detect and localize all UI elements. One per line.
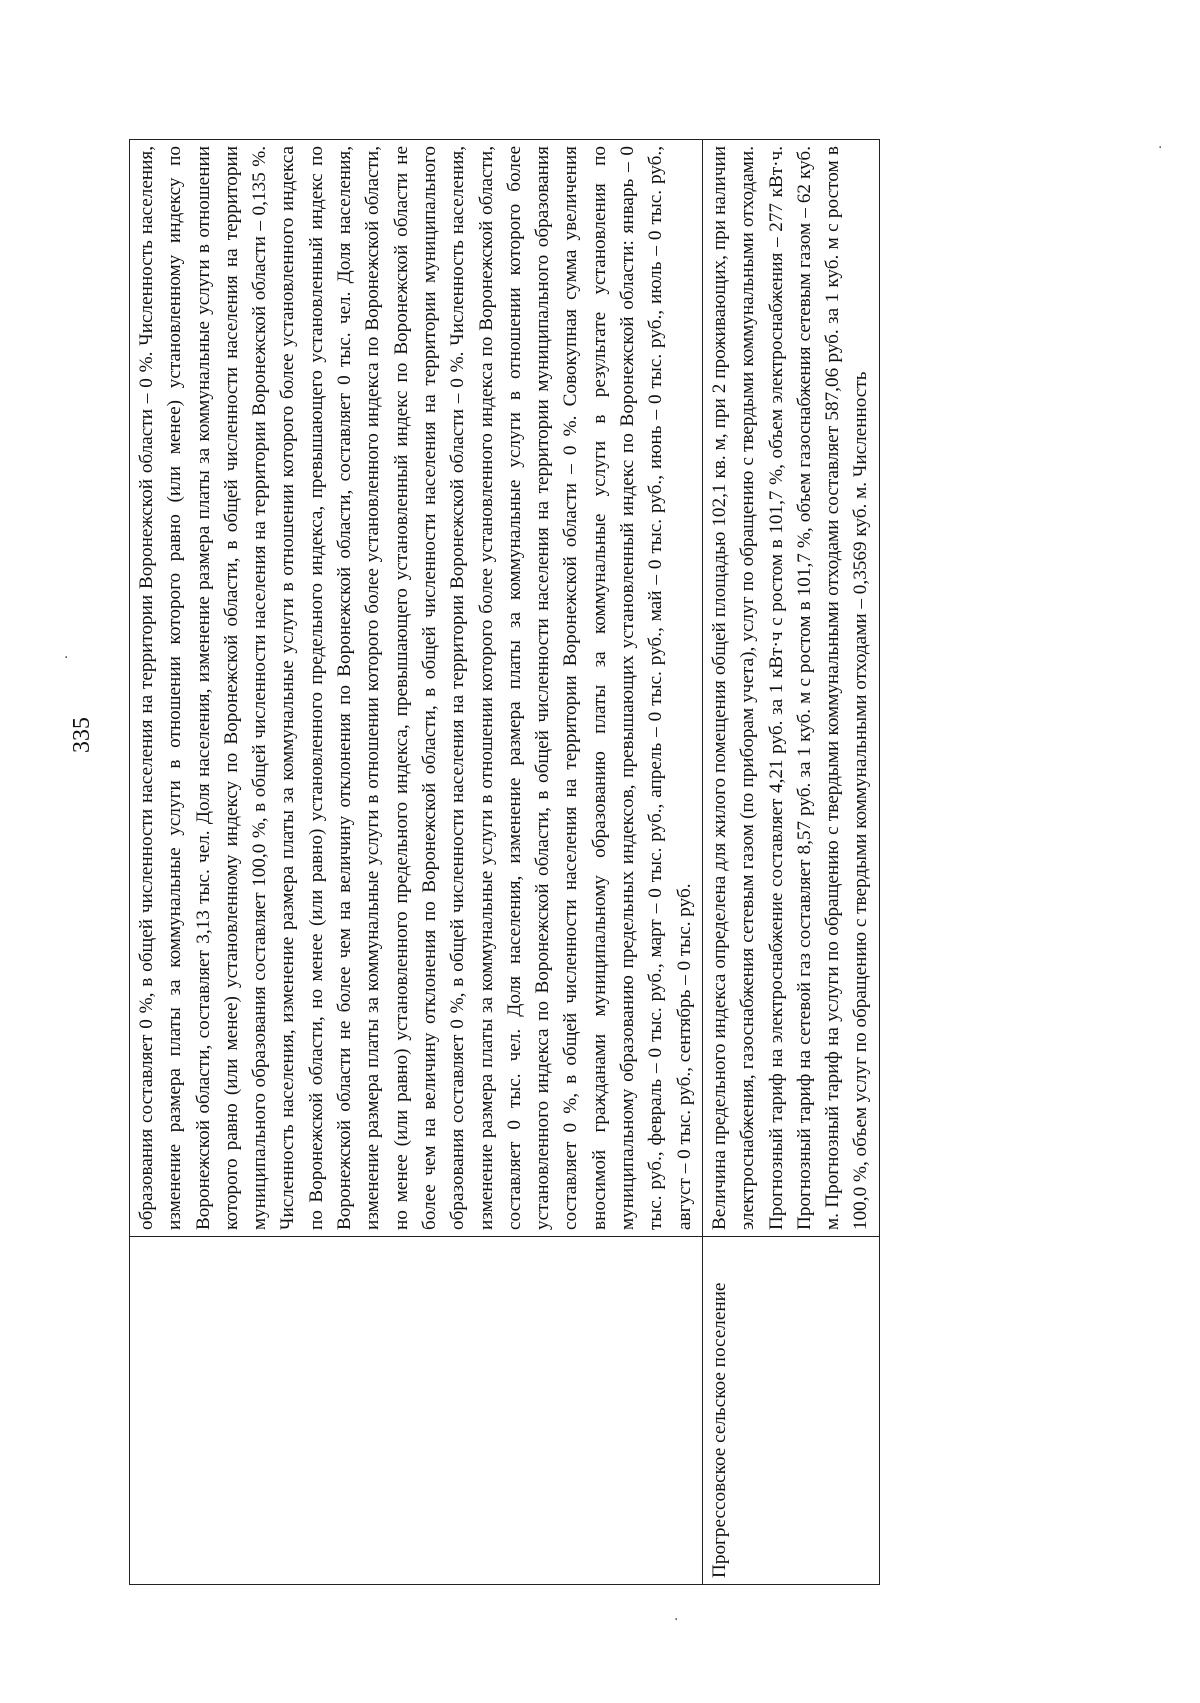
table-row: [130, 140, 703, 1585]
scan-speck: ·: [674, 1612, 679, 1628]
settlement-cell: [130, 1237, 703, 1585]
tariff-table: [129, 139, 880, 1585]
scan-speck: ·: [1158, 140, 1163, 156]
table-row: [702, 140, 879, 1585]
description-cell: Величина предельного индекса определена для жилого помещения общей площадью 102,1 кв. м, при 2 проживающих, при наличии электроснабжения, газоснабжения сетевым газом (по приборам учета), услуг по обращению с твердыми коммунальными отходами. Прогнозный тариф на электроснабжение составляет 4,21 руб. за 1 кВт·ч с ростом в 101,7 %, объем электроснабжения – 277 кВт·ч. Прогнозный тариф на сетевой газ составляет 8,57 руб. за 1 куб. м с ростом в 101,7 %, объем газоснабжения сетевым газом – 62 куб. м. Прогнозный тариф на услуги по обращению с твердыми коммунальными отходами составляет 587,06 руб. за 1 куб. м с ростом в 100,0 %, объем услуг по обращению с твердыми коммунальными отходами – 0,3569 куб. м. Численность: [702, 140, 879, 1237]
scan-speck: ·: [64, 650, 69, 666]
description-cell: образования составляет 0 %, в общей численности населения на территории Воронежской области – 0 %. Численность населения, изменение размера платы за коммунальные услуги в отношении которого равно (или менее) установленному индексу по Воронежской области, составляет 3,13 тыс. чел. Доля населения, изменение размера платы за коммунальные услуги в отношении которого равно (или менее) установленному индексу по Воронежской области, в общей численности населения на территории муниципального образования составляет 100,0 %, в общей численности населения на территории Воронежской области – 0,135 %. Численность населения, изменение размера платы за коммунальные услуги в отношении которого более установленного индекса по Воронежской области, но менее (или равно) установленного предельного индекса, превышающего установленный индекс по Воронежской области не более чем на величину отклонения по Воронежской области, составляет 0 тыс. чел. Доля населения, изменение размера платы за коммунальные услуги в отношении которого более установленного индекса по Воронежской области, но менее (или равно) установленного предельного индекса, превышающего установленный индекс по Воронежской области не более чем на величину отклонения по Воронежской области, в общей численности населения на территории муниципального образования составляет 0 %, в общей численности населения на территории Воронежской области – 0 %. Численность населения, изменение размера платы за коммунальные услуги в отношении которого более установленного индекса по Воронежской области, составляет 0 тыс. чел. Доля населения, изменение размера платы за коммунальные услуги в отношении которого более установленного индекса по Воронежской области, в общей численности населения на территории муниципального образования составляет 0 %, в общей численности населения на территории Воронежской области – 0 %. Совокупная сумма увеличения вносимой гражданами муниципальному образованию платы за коммунальные услуги в результате установления по муниципальному образованию предельных индексов, превышающих установленный индекс по Воронежской области: январь – 0 тыс. руб., февраль – 0 тыс. руб., март – 0 тыс. руб., апрель – 0 тыс. руб., май – 0 тыс. руб., июнь – 0 тыс. руб., июль – 0 тыс. руб., август – 0 тыс. руб., сентябрь – 0 тыс. руб.: [130, 140, 703, 1237]
settlement-cell: Прогрессовское сельское поселение: [702, 1237, 879, 1585]
rotated-document: [54, 85, 1074, 1625]
page-number: 335: [69, 717, 95, 753]
